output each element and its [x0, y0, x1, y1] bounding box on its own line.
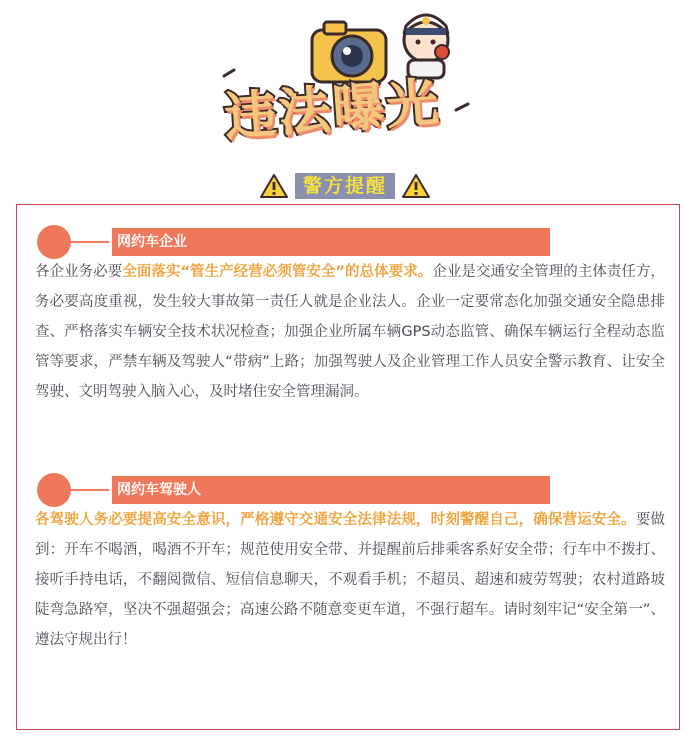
paragraph-body: 企业是交通安全管理的主体责任方，务必要高度重视，发生较大事故第一责任人就是企业法人。企业一定要常态化加强交通安全隐患排查、严格落实车辆安全技术状况检查；加强企业所属车辆GPS动态监管、确保车辆运行全程动态监管等要求，严禁车辆及驾驶人“带病”上路；加强驾驶人及企业管理工作人员安全警示教育、让安全驾驶、文明驾驶入脑入心，及时堵住安全管理漏洞。: [35, 264, 666, 400]
section-heading-enterprise: [37, 225, 547, 259]
section-heading-driver: [37, 473, 547, 507]
police-reminder-banner: [259, 172, 431, 200]
section-heading-label: 网约车驾驶人: [117, 482, 201, 498]
paragraph-intro: 各企业务必要: [35, 264, 123, 280]
logo-title: 违法曝光: [222, 72, 443, 148]
paragraph-highlight: 各驾驶人务必要提高安全意识，严格遵守交通安全法律法规，时刻警醒自己，确保营运安全。: [35, 512, 636, 528]
banner-title: 警方提醒: [295, 173, 395, 199]
section-bullet-circle: [37, 225, 71, 259]
section-bullet-circle: [37, 473, 71, 507]
section-paragraph-driver: [35, 505, 665, 655]
section-heading-label: 网约车企业: [117, 234, 187, 250]
warning-triangle-icon: [401, 173, 431, 199]
paragraph-highlight: 全面落实“管生产经营必须管安全”的总体要求。: [122, 264, 433, 280]
section-paragraph-enterprise: [35, 257, 665, 407]
content-box: [16, 204, 680, 730]
warning-triangle-icon: [259, 173, 289, 199]
paragraph-body: 要做到：开车不喝酒，喝酒不开车；规范使用安全带、并提醒前后排乘客系好安全带；行车中不拨打、接听手持电话，不翻阅微信、短信信息聊天，不观看手机；不超员、超速和疲劳驾驶；农村道路坡陡弯急路窄，坚决不强超强会；高速公路不随意变更车道，不强行超车。请时刻牢记“安全第一”、遵法守规出行！: [35, 512, 665, 648]
violation-exposure-logo: [220, 6, 480, 146]
